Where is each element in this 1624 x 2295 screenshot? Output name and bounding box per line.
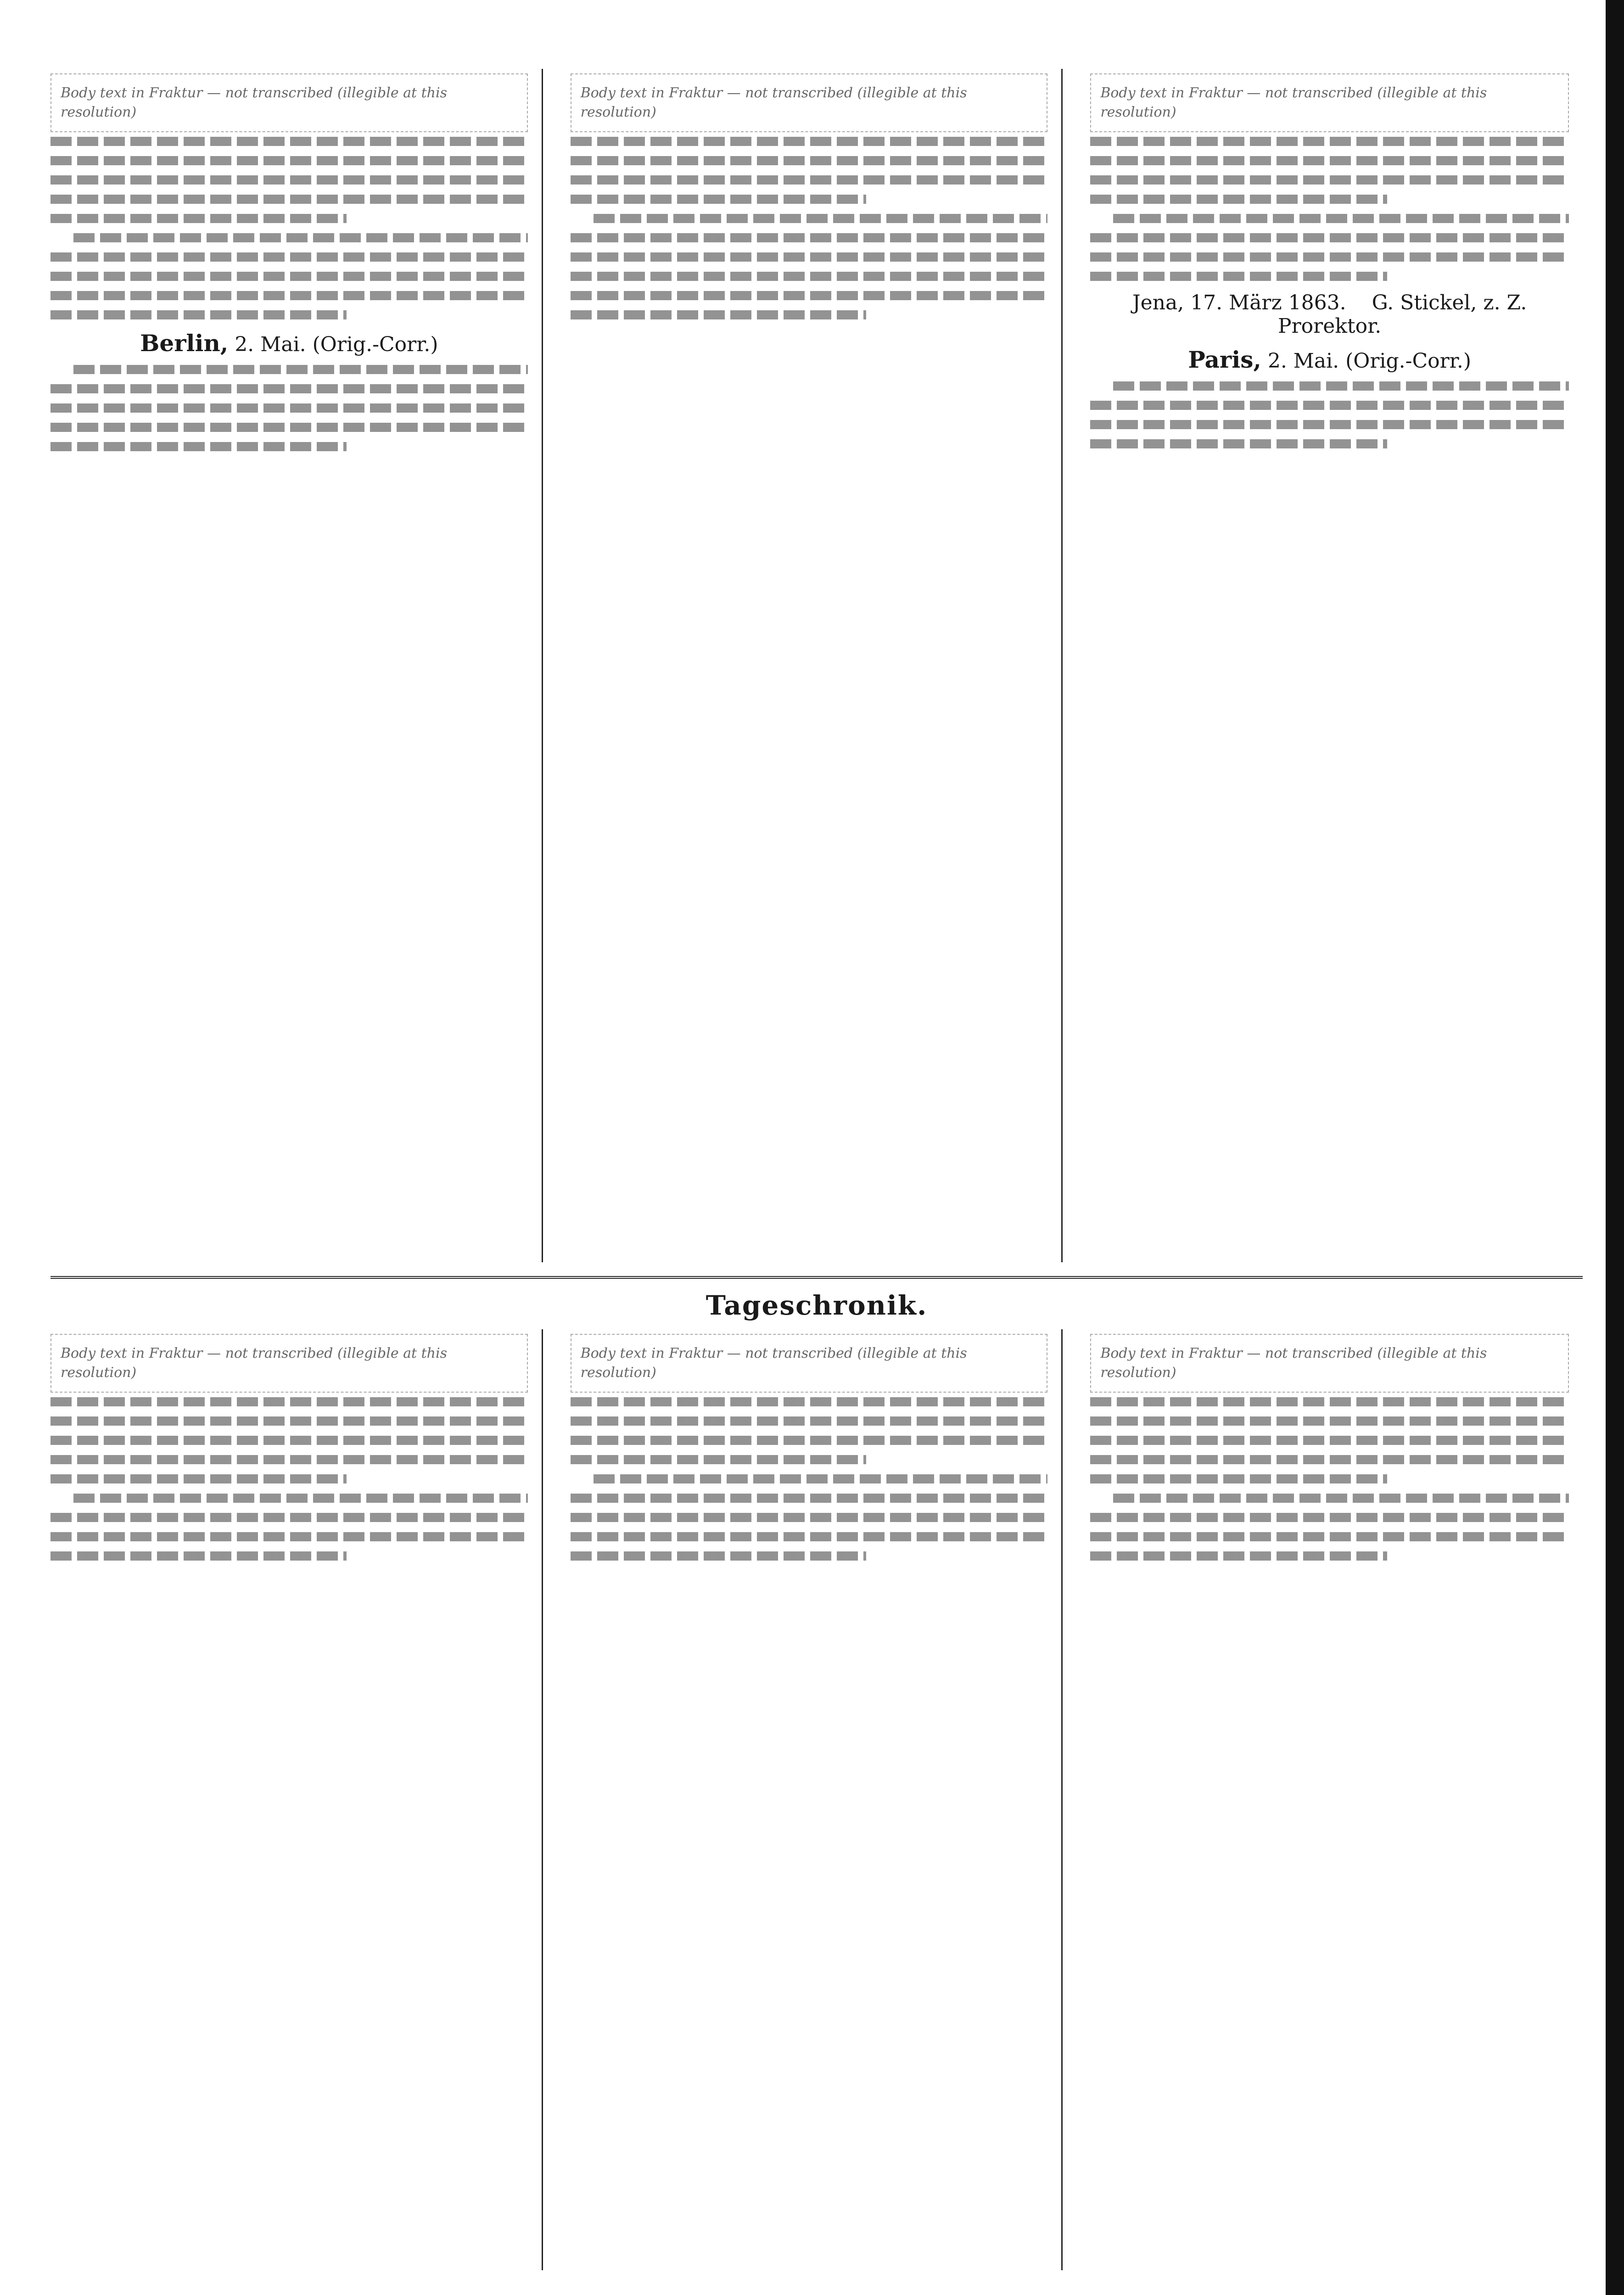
text-block — [1090, 137, 1569, 281]
dateline-date: 2. Mai. (Orig.-Corr.) — [235, 333, 438, 356]
text-block — [1090, 381, 1569, 448]
untranscribed-text: Body text in Fraktur — not transcribed (illegible at this resolution) — [1090, 73, 1569, 132]
lower-section — [50, 1329, 1583, 2270]
text-block — [571, 137, 1048, 319]
scan-edge — [1606, 0, 1624, 2295]
jena-place: Jena, 17. März 1863. — [1132, 291, 1346, 314]
dateline-place: Berlin, — [140, 330, 229, 357]
lower-column-1 — [50, 1329, 543, 2270]
text-block — [50, 365, 528, 451]
text-block — [50, 1397, 528, 1561]
section-divider — [50, 1276, 1583, 1279]
text-block — [50, 137, 528, 319]
dateline-jena — [1090, 291, 1569, 338]
untranscribed-text: Body text in Fraktur — not transcribed (illegible at this resolution) — [571, 1334, 1048, 1393]
jena-signature: G. Stickel, z. Z. Prorektor. — [1278, 291, 1527, 338]
tageschronik-title: Tageschronik. — [706, 1290, 928, 1321]
untranscribed-text: Body text in Fraktur — not transcribed (illegible at this resolution) — [1090, 1334, 1569, 1393]
lower-column-3 — [1090, 1329, 1583, 2270]
dateline-place: Paris, — [1188, 346, 1261, 373]
untranscribed-text: Body text in Fraktur — not transcribed (illegible at this resolution) — [571, 73, 1048, 132]
text-block — [1090, 1397, 1569, 1561]
upper-section — [50, 69, 1583, 1262]
dateline-berlin — [50, 330, 528, 357]
upper-column-3 — [1090, 69, 1583, 1262]
lower-column-2 — [571, 1329, 1063, 2270]
dateline-paris — [1090, 346, 1569, 373]
upper-column-1 — [50, 69, 543, 1262]
upper-column-2 — [571, 69, 1063, 1262]
untranscribed-text: Body text in Fraktur — not transcribed (illegible at this resolution) — [50, 1334, 528, 1393]
text-block — [571, 1397, 1048, 1561]
untranscribed-text: Body text in Fraktur — not transcribed (illegible at this resolution) — [50, 73, 528, 132]
dateline-date: 2. Mai. (Orig.-Corr.) — [1267, 349, 1472, 373]
